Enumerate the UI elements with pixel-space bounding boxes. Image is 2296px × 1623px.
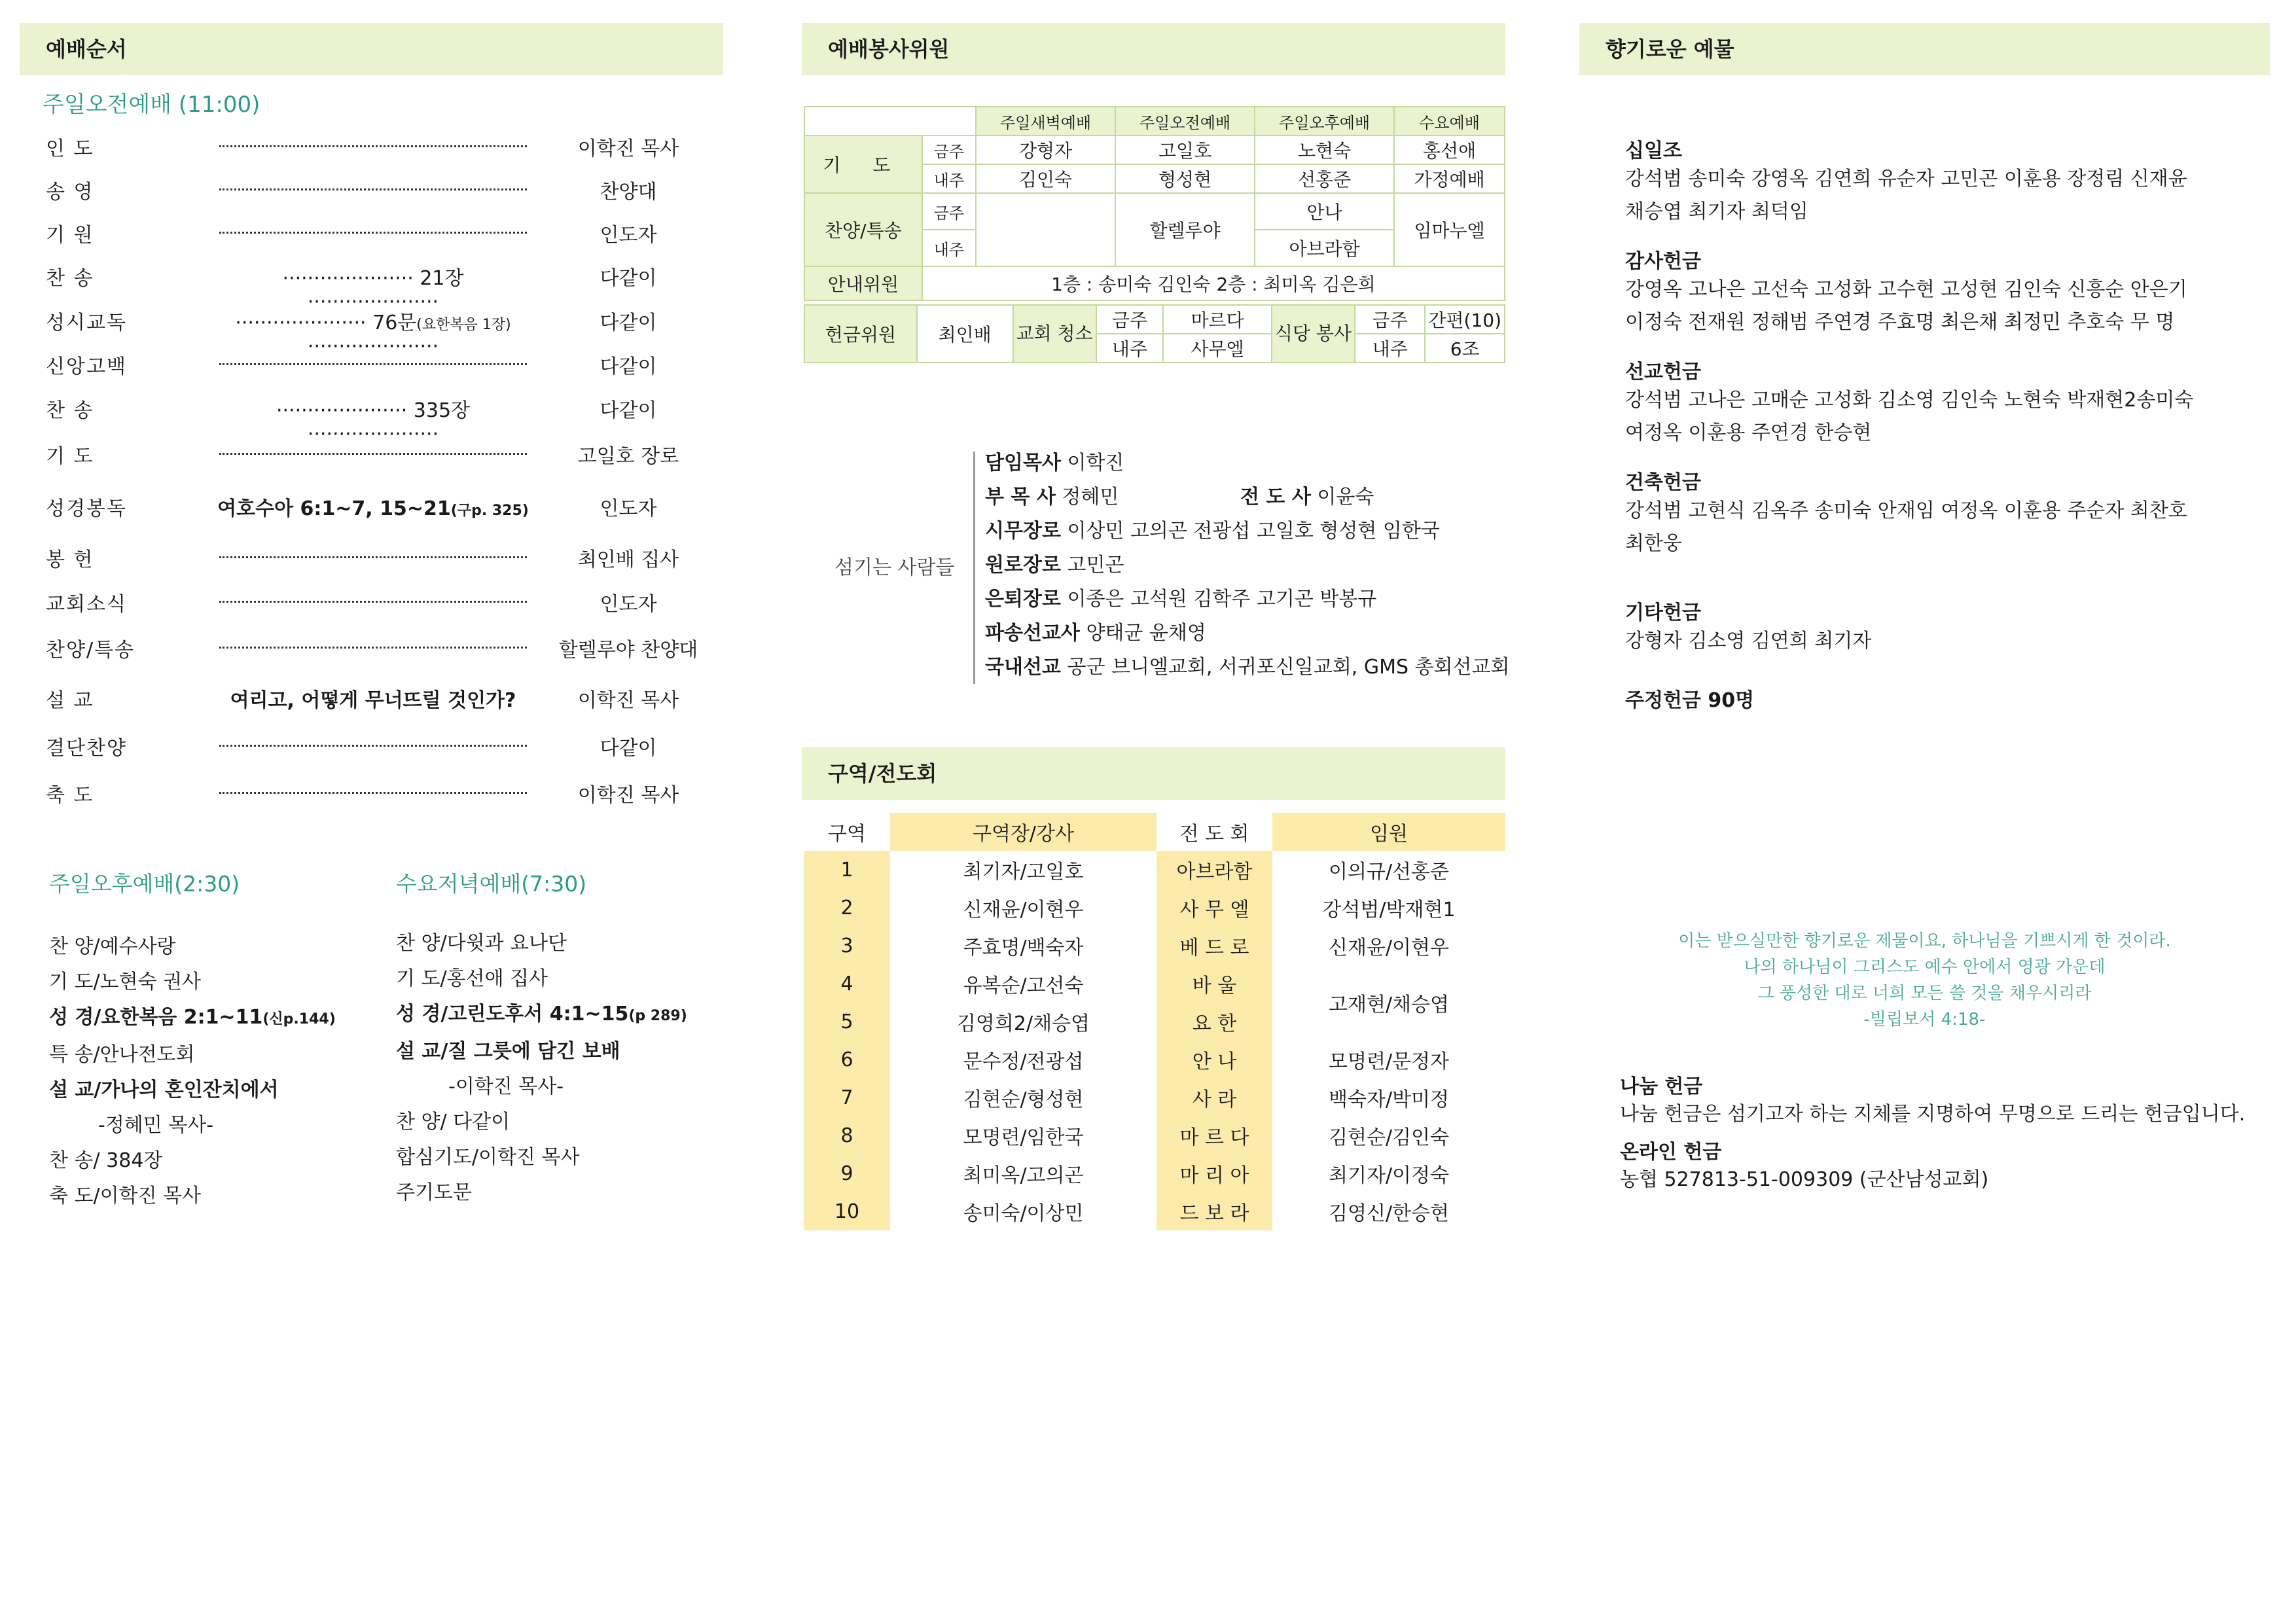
table-row: [804, 1116, 1505, 1154]
table-cell: 송미숙/이상민: [963, 1202, 1084, 1225]
column-header: 임원: [1272, 813, 1505, 851]
week-label: 내주: [922, 164, 976, 193]
order-row: [46, 219, 700, 245]
order-person: 다같이: [600, 267, 657, 290]
table-cell: 최기자/이정숙: [1329, 1164, 1449, 1187]
district-rows: [804, 851, 1505, 1230]
weekly-offering: 주정헌금 90명: [1625, 689, 1755, 712]
table-cell: 모명련/임한국: [963, 1126, 1084, 1149]
table-cell: 임마누엘: [1394, 193, 1505, 266]
offerings-header: 향기로운 예물: [1579, 23, 2270, 75]
verse-line: 그 풍성한 대로 너희 모든 쓸 것을 채우시리라: [1757, 984, 2092, 1003]
table-row: [804, 1154, 1505, 1192]
order-label: 신앙고백: [46, 355, 127, 378]
table-cell: 드 보 라: [1157, 1192, 1272, 1230]
order-row: [46, 732, 700, 758]
table-cell: 안 나: [1157, 1041, 1272, 1079]
offering-names: 강석범 고현식 김옥주 송미숙 안재임 여정옥 이훈용 주순자 최찬호: [1625, 499, 2187, 522]
order-label: 찬 송: [46, 267, 94, 290]
table-cell: 안나: [1255, 193, 1394, 230]
order-label: 인 도: [46, 137, 94, 160]
week-label: 금주: [1355, 305, 1425, 334]
table-cell: 1: [804, 851, 890, 889]
order-person: 이학진 목사: [577, 689, 679, 712]
table-cell: 마 르 다: [1157, 1116, 1272, 1154]
table-cell: 신재윤/이현우: [963, 899, 1084, 921]
table-cell: 베 드 로: [1157, 927, 1272, 965]
worship-order-header: 예배순서: [20, 23, 723, 75]
list-item: 합심기도/이학진 목사: [396, 1146, 580, 1169]
order-detail: 여호수아 6:1~7, 15~21(구p. 325): [217, 497, 529, 520]
row-label: 찬양/특송: [804, 193, 922, 266]
offering-title: 선교헌금: [1625, 361, 1701, 383]
table-row: [804, 927, 1505, 965]
sharing-offering: [1620, 1073, 2245, 1128]
list-item: -정혜민 목사-: [98, 1114, 214, 1137]
table-cell: 모명련/문정자: [1329, 1050, 1449, 1073]
offering-title: 감사헌금: [1625, 250, 1701, 273]
week-label: 내주: [1096, 334, 1164, 363]
list-item: 성 경/고린도후서 4:1~15(p 289): [396, 1003, 687, 1026]
order-row: [46, 779, 700, 805]
dotted-leader: [219, 633, 527, 649]
offering-cleaning-table: [804, 304, 1505, 363]
order-person: 다같이: [600, 355, 657, 378]
table-row: [804, 1079, 1505, 1116]
week-label: 금주: [1096, 305, 1164, 334]
column-header: 구역: [828, 823, 866, 846]
dotted-leader: [219, 219, 527, 234]
online-offering: [1620, 1139, 1988, 1194]
order-label: 봉 헌: [46, 548, 94, 571]
wednesday-service-list: [396, 926, 687, 1211]
offerings-list: [1625, 134, 2193, 713]
order-row: [46, 306, 700, 358]
order-row: [46, 175, 700, 202]
list-item: 담임목사 이학진: [985, 452, 1124, 474]
offering-names: 채승엽 최기자 최덕임: [1625, 200, 1808, 223]
order-label: 결단찬양: [46, 737, 127, 760]
table-cell: 김영신/한승현: [1329, 1202, 1449, 1225]
offering-names: 강석범 송미숙 강영옥 김연희 유순자 고민곤 이훈용 장정림 신재윤: [1625, 168, 2187, 190]
table-cell: 바 울: [1157, 965, 1272, 1003]
order-person: 찬양대: [600, 181, 657, 204]
service-committee-header: 예배봉사위원: [802, 23, 1505, 75]
list-item: 찬 양/예수사랑: [49, 935, 176, 958]
table-cell: 신재윤/이현우: [1329, 936, 1449, 959]
table-row: [804, 851, 1505, 889]
week-label: 금주: [922, 193, 976, 230]
order-row: [46, 633, 700, 660]
table-cell: 김영희2/채승엽: [956, 1012, 1090, 1035]
list-item: 찬 송/ 384장: [49, 1149, 163, 1172]
table-cell: 10: [804, 1192, 890, 1230]
table-cell: 홍선애: [1394, 135, 1505, 164]
table-cell: 문수정/전광섭: [963, 1050, 1084, 1073]
offering-title: 십일조: [1625, 139, 1682, 162]
order-person: 다같이: [600, 737, 657, 760]
table-cell: 김현순/형성현: [963, 1088, 1084, 1111]
table-cell: 이의규/선홍준: [1329, 861, 1449, 883]
order-person: 최인배 집사: [577, 548, 679, 571]
table-cell: 2: [804, 889, 890, 927]
online-title: 온라인 헌금: [1620, 1141, 1722, 1164]
scripture-verse: [1579, 928, 2270, 1033]
district-header: 구역/전도회: [802, 747, 1505, 800]
order-row: [46, 588, 700, 614]
offering-group: [1625, 245, 2193, 339]
table-cell: 최미옥/고의곤: [963, 1164, 1084, 1187]
list-item: 특 송/안나전도회: [49, 1043, 195, 1066]
order-row: [46, 684, 700, 710]
service-committee-table: [804, 106, 1505, 301]
order-row: [46, 543, 700, 569]
row-label: 안내위원: [804, 266, 922, 300]
offering-group: [1625, 355, 2193, 450]
verse-line: 이는 받으실만한 향기로운 제물이요, 하나님을 기쁘시게 한 것이라.: [1678, 931, 2171, 951]
table-row: [804, 1192, 1505, 1230]
offering-title: 건축헌금: [1625, 471, 1701, 494]
online-account: 농협 527813-51-009309 (군산남성교회): [1620, 1168, 1989, 1191]
afternoon-service-title: 주일오후예배(2:30): [49, 871, 240, 897]
dotted-leader: [219, 350, 527, 365]
table-cell: 5: [804, 1003, 890, 1041]
list-item: 설 교/가나의 혼인잔치에서: [49, 1079, 279, 1101]
list-item: 찬 양/다윗과 요나단: [396, 932, 567, 955]
order-label: 성경봉독: [46, 497, 127, 520]
order-person: 인도자: [600, 497, 657, 520]
row-label: 헌금위원: [804, 305, 917, 363]
dotted-leader: [219, 588, 527, 603]
list-item: 축 도/이학진 목사: [49, 1185, 202, 1207]
table-cell: 사무엘: [1163, 334, 1272, 363]
table-cell: 고재현/채승엽: [1329, 993, 1449, 1016]
order-label: 기 도: [46, 445, 94, 468]
servants-list: [985, 446, 1509, 685]
order-row: [46, 492, 700, 518]
servants-label: 섬기는 사람들: [834, 556, 955, 579]
list-item: 찬 양/ 다같이: [396, 1111, 511, 1133]
table-cell: 3: [804, 927, 890, 965]
column-header: 수요예배: [1394, 107, 1505, 135]
order-label: 설 교: [46, 689, 94, 712]
table-row: [804, 889, 1505, 927]
dotted-leader: [219, 779, 527, 794]
table-cell: 김현순/김인숙: [1329, 1126, 1449, 1149]
order-label: 찬 송: [46, 399, 94, 422]
order-row: [46, 440, 700, 466]
wednesday-service-title: 수요저녁예배(7:30): [396, 871, 587, 897]
list-item: 기 도/노현숙 권사: [49, 971, 202, 993]
table-cell: 할렐루야: [1115, 193, 1255, 266]
row-label: 식당 봉사: [1272, 305, 1355, 363]
order-label: 송 영: [46, 181, 94, 204]
district-table: [804, 813, 1505, 1230]
table-cell: 1층 : 송미숙 김인숙 2층 : 최미옥 김은희: [922, 266, 1505, 300]
offering-names: 강석범 고나은 고매순 고성화 김소영 김인숙 노현숙 박재현2송미숙: [1625, 389, 2194, 412]
row-label: 교회 청소: [1013, 305, 1096, 363]
dotted-leader: [219, 132, 527, 147]
list-item: 국내선교 공군 브니엘교회, 서귀포신일교회, GMS 총회선교회: [985, 656, 1510, 679]
order-detail: ····················· 76문(요한복음 1장) ·····················: [235, 312, 511, 358]
table-cell: 백숙자/박미정: [1329, 1088, 1449, 1111]
list-item: 설 교/질 그릇에 담긴 보배: [396, 1040, 620, 1063]
offering-group: [1625, 466, 2193, 560]
dotted-leader: [219, 175, 527, 190]
table-cell: 4: [804, 965, 890, 1003]
verse-line: -빌립보서 4:18-: [1863, 1010, 1986, 1029]
table-cell: 가정예배: [1394, 164, 1505, 193]
offering-names: 강형자 김소영 김연희 최기자: [1625, 630, 1872, 652]
afternoon-service-list: [49, 929, 336, 1214]
order-person: 고일호 장로: [577, 445, 679, 468]
offering-title: 기타헌금: [1625, 601, 1701, 624]
order-person: 다같이: [600, 399, 657, 422]
list-item: 부 목 사 정혜민 전 도 사 이윤숙: [985, 486, 1374, 508]
order-label: 교회소식: [46, 593, 127, 616]
list-item: 주기도문: [396, 1181, 472, 1204]
table-cell: 아브라함: [1255, 230, 1394, 266]
table-cell: 6조: [1425, 334, 1505, 363]
table-corner: [804, 107, 976, 135]
offering-names: 최한웅: [1625, 532, 1682, 555]
table-cell: 김인숙: [976, 164, 1115, 193]
table-cell: 6: [804, 1041, 890, 1079]
list-item: 시무장로 이상민 고의곤 전광섭 고일호 형성현 임한국: [985, 520, 1440, 543]
table-cell: 간편(10): [1425, 305, 1505, 334]
table-cell: 강형자: [976, 135, 1115, 164]
table-cell: 마 리 아: [1157, 1154, 1272, 1192]
order-person: 이학진 목사: [577, 784, 679, 807]
table-cell: 형성현: [1115, 164, 1255, 193]
column-header: 주일오전예배: [1115, 107, 1255, 135]
table-cell: 8: [804, 1116, 890, 1154]
column-header: 주일오후예배: [1255, 107, 1394, 135]
order-detail: ····················· 335장 ·····················: [276, 399, 471, 446]
order-label: 축 도: [46, 784, 94, 807]
share-text: 나눔 헌금은 섬기고자 하는 지체를 지명하여 무명으로 드리는 헌금입니다.: [1620, 1103, 2246, 1126]
table-row: [804, 965, 1505, 1003]
list-item: 원로장로 고민곤: [985, 554, 1124, 577]
dotted-leader: [219, 543, 527, 558]
column-header: 전 도 회: [1179, 823, 1249, 846]
list-item: 은퇴장로 이종은 고석원 김학주 고기곤 박봉규: [985, 588, 1377, 611]
table-cell: 최기자/고일호: [963, 861, 1084, 883]
order-person: 인도자: [600, 593, 657, 616]
offering-names: 이정숙 전재원 정해범 주연경 주효명 최은채 최정민 추호숙 무 명: [1625, 311, 2175, 334]
week-label: 금주: [922, 135, 976, 164]
table-cell: [976, 193, 1115, 266]
share-title: 나눔 헌금: [1620, 1075, 1703, 1098]
table-cell: 유복순/고선숙: [963, 974, 1084, 997]
list-item: 성 경/요한복음 2:1~11(신p.144): [49, 1006, 336, 1029]
order-row: [46, 394, 700, 446]
order-person: 이학진 목사: [577, 137, 679, 160]
servants-divider: [973, 452, 975, 684]
order-person: 인도자: [600, 224, 657, 247]
table-cell: 선홍준: [1255, 164, 1394, 193]
order-row: [46, 350, 700, 376]
order-label: 기 원: [46, 224, 94, 247]
column-header: 주일새벽예배: [976, 107, 1115, 135]
week-label: 내주: [1355, 334, 1425, 363]
list-item: 파송선교사 양태균 윤채영: [985, 622, 1206, 645]
dotted-leader: [219, 732, 527, 747]
verse-line: 나의 하나님이 그리스도 예수 안에서 영광 가운데: [1744, 957, 2106, 977]
table-cell: 9: [804, 1154, 890, 1192]
morning-service-title: 주일오전예배 (11:00): [43, 92, 260, 118]
table-cell: 고일호: [1115, 135, 1255, 164]
offering-names: 강영옥 고나은 고선숙 고성화 고수현 고성현 김인숙 신흥순 안은기: [1625, 278, 2187, 301]
offering-names: 여정옥 이훈용 주연경 한승현: [1625, 421, 1872, 444]
table-cell: 사 무 엘: [1157, 889, 1272, 927]
table-cell: 7: [804, 1079, 890, 1116]
table-cell: 마르다: [1163, 305, 1272, 334]
order-row: [46, 132, 700, 158]
table-cell: 주효명/백숙자: [963, 936, 1084, 959]
dotted-leader: [219, 440, 527, 455]
week-label: 내주: [922, 230, 976, 266]
row-label: 기 도: [804, 135, 922, 193]
order-person: 다같이: [600, 312, 657, 334]
order-label: 찬양/특송: [46, 639, 135, 662]
table-cell: 사 라: [1157, 1079, 1272, 1116]
table-cell: 최인배: [917, 305, 1013, 363]
column-header: 구역장/강사: [890, 813, 1157, 851]
order-label: 성시교독: [46, 312, 127, 334]
list-item: 기 도/홍선애 집사: [396, 967, 548, 990]
table-cell: 요 한: [1157, 1003, 1272, 1041]
table-cell: 노현숙: [1255, 135, 1394, 164]
table-cell: 강석범/박재현1: [1322, 899, 1456, 921]
offering-group: [1625, 134, 2193, 228]
table-row: [804, 1041, 1505, 1079]
order-detail: ····················· 21장 ·····················: [282, 267, 464, 313]
table-cell: 아브라함: [1157, 851, 1272, 889]
offering-group: [1625, 596, 2193, 658]
order-detail: 여리고, 어떻게 무너뜨릴 것인가?: [230, 689, 516, 712]
order-row: [46, 262, 700, 313]
order-person: 할렐루야 찬양대: [558, 639, 698, 662]
list-item: -이학진 목사-: [448, 1075, 564, 1098]
